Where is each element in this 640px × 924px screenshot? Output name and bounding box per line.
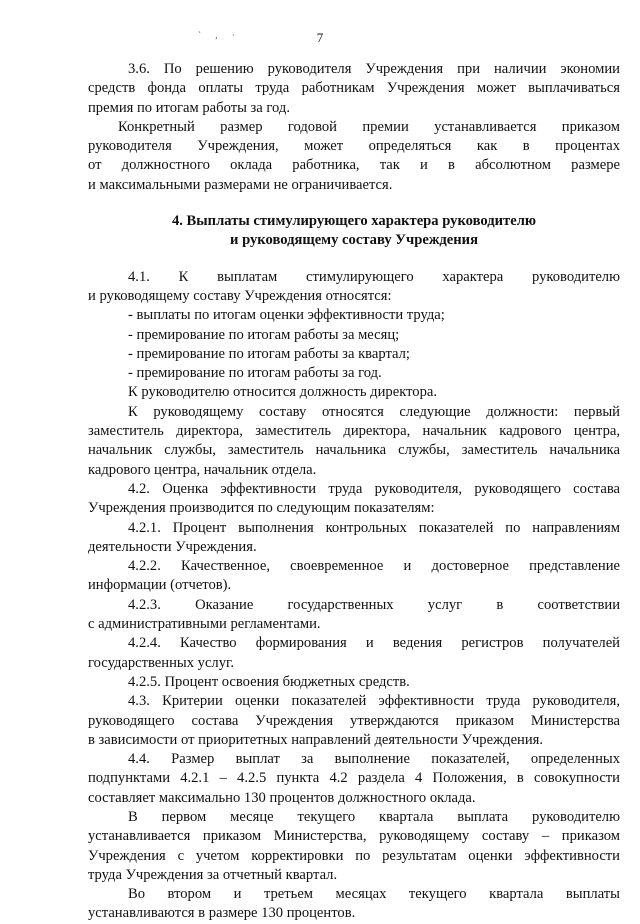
- paragraph-line: 4.3. Критерии оценки показателей эффективности труда руководителя,: [128, 693, 620, 710]
- page-number: 7: [316, 30, 324, 45]
- paragraph-line: в зависимости от приоритетных направлений деятельности Учреждения.: [88, 731, 544, 748]
- paragraph-line: устанавливаются в размере 130 процентов.: [88, 905, 356, 922]
- paragraph-line: информации (отчетов).: [88, 577, 232, 594]
- paragraph-line: деятельности Учреждения.: [88, 538, 257, 555]
- paragraph-line: К руководителю относится должность директора.: [128, 384, 437, 401]
- paragraph-line: 4.1. К выплатам стимулирующего характера руководителю: [128, 268, 620, 285]
- paragraph-line: составляет максимально 130 процентов должностного оклада.: [88, 789, 476, 806]
- list-item: - премирование по итогам работы за год.: [128, 365, 382, 382]
- paragraph-line: 4.2.1. Процент выполнения контрольных показателей по направлениям: [128, 519, 620, 536]
- paragraph-line: 4.2. Оценка эффективности труда руководителя, руководящего состава: [128, 480, 620, 497]
- paragraph-line: В первом месяце текущего квартала выплата руководителю: [128, 808, 620, 825]
- paragraph-line: премия по итогам работы за год.: [88, 99, 290, 116]
- paragraph-line: 4.2.5. Процент освоения бюджетных средств.: [128, 673, 410, 690]
- section-heading: 4. Выплаты стимулирующего характера руководителю: [171, 213, 537, 230]
- paragraph-line: 4.4. Размер выплат за выполнение показателей, определенных: [128, 751, 620, 768]
- scan-marks: ` , ·: [198, 30, 241, 40]
- section-heading: и руководящему составу Учреждения: [230, 232, 478, 249]
- paragraph-line: заместитель директора, заместитель директора, начальник кадрового центра,: [88, 423, 620, 440]
- paragraph-line: К руководящему составу относятся следующие должности: первый: [128, 403, 620, 420]
- list-item: - премирование по итогам работы за месяц;: [128, 326, 400, 343]
- paragraph-line: с административными регламентами.: [88, 616, 321, 633]
- paragraph-line: подпунктами 4.2.1 – 4.2.5 пункта 4.2 раздела 4 Положения, в совокупности: [88, 770, 620, 787]
- paragraph-line: государственных услуг.: [88, 654, 234, 671]
- paragraph-line: устанавливается приказом Министерства, руководящему составу – приказом: [88, 828, 620, 845]
- paragraph-line: Учреждения производится по следующим показателям:: [88, 500, 435, 517]
- paragraph-line: начальник службы, заместитель начальника службы, заместитель начальника: [88, 442, 620, 459]
- page-body: [88, 60, 620, 924]
- list-item: - премирование по итогам работы за квартал;: [128, 345, 410, 362]
- paragraph-line: 4.2.2. Качественное, своевременное и достоверное представление: [128, 558, 620, 575]
- paragraph-line: средств фонда оплаты труда работникам Учреждения может выплачиваться: [88, 80, 620, 97]
- paragraph-line: кадрового центра, начальник отдела.: [88, 461, 317, 478]
- paragraph-line: руководящего состава Учреждения утверждаются приказом Министерства: [88, 712, 620, 729]
- paragraph-line: 4.2.3. Оказание государственных услуг в соответствии: [128, 596, 620, 613]
- paragraph-line: руководителя Учреждения, может определяться как в процентах: [88, 138, 620, 155]
- paragraph-line: от должностного оклада работника, так и в абсолютном размере: [88, 157, 620, 174]
- paragraph-line: 4.2.4. Качество формирования и ведения регистров получателей: [128, 635, 620, 652]
- paragraph-line: 3.6. По решению руководителя Учреждения при наличии экономии: [128, 61, 620, 77]
- paragraph-line: труда Учреждения за отчетный квартал.: [88, 866, 338, 883]
- paragraph-line: Конкретный размер годовой премии устанавливается приказом: [118, 118, 620, 135]
- paragraph-line: Учреждения с учетом корректировки по результатам оценки эффективности: [88, 847, 620, 864]
- paragraph-line: и максимальными размерами не ограничивается.: [88, 176, 393, 193]
- list-item: - выплаты по итогам оценки эффективности труда;: [128, 307, 445, 324]
- paragraph-line: Во втором и третьем месяцах текущего квартала выплаты: [128, 886, 620, 903]
- paragraph-line: и руководящему составу Учреждения относятся:: [88, 287, 392, 304]
